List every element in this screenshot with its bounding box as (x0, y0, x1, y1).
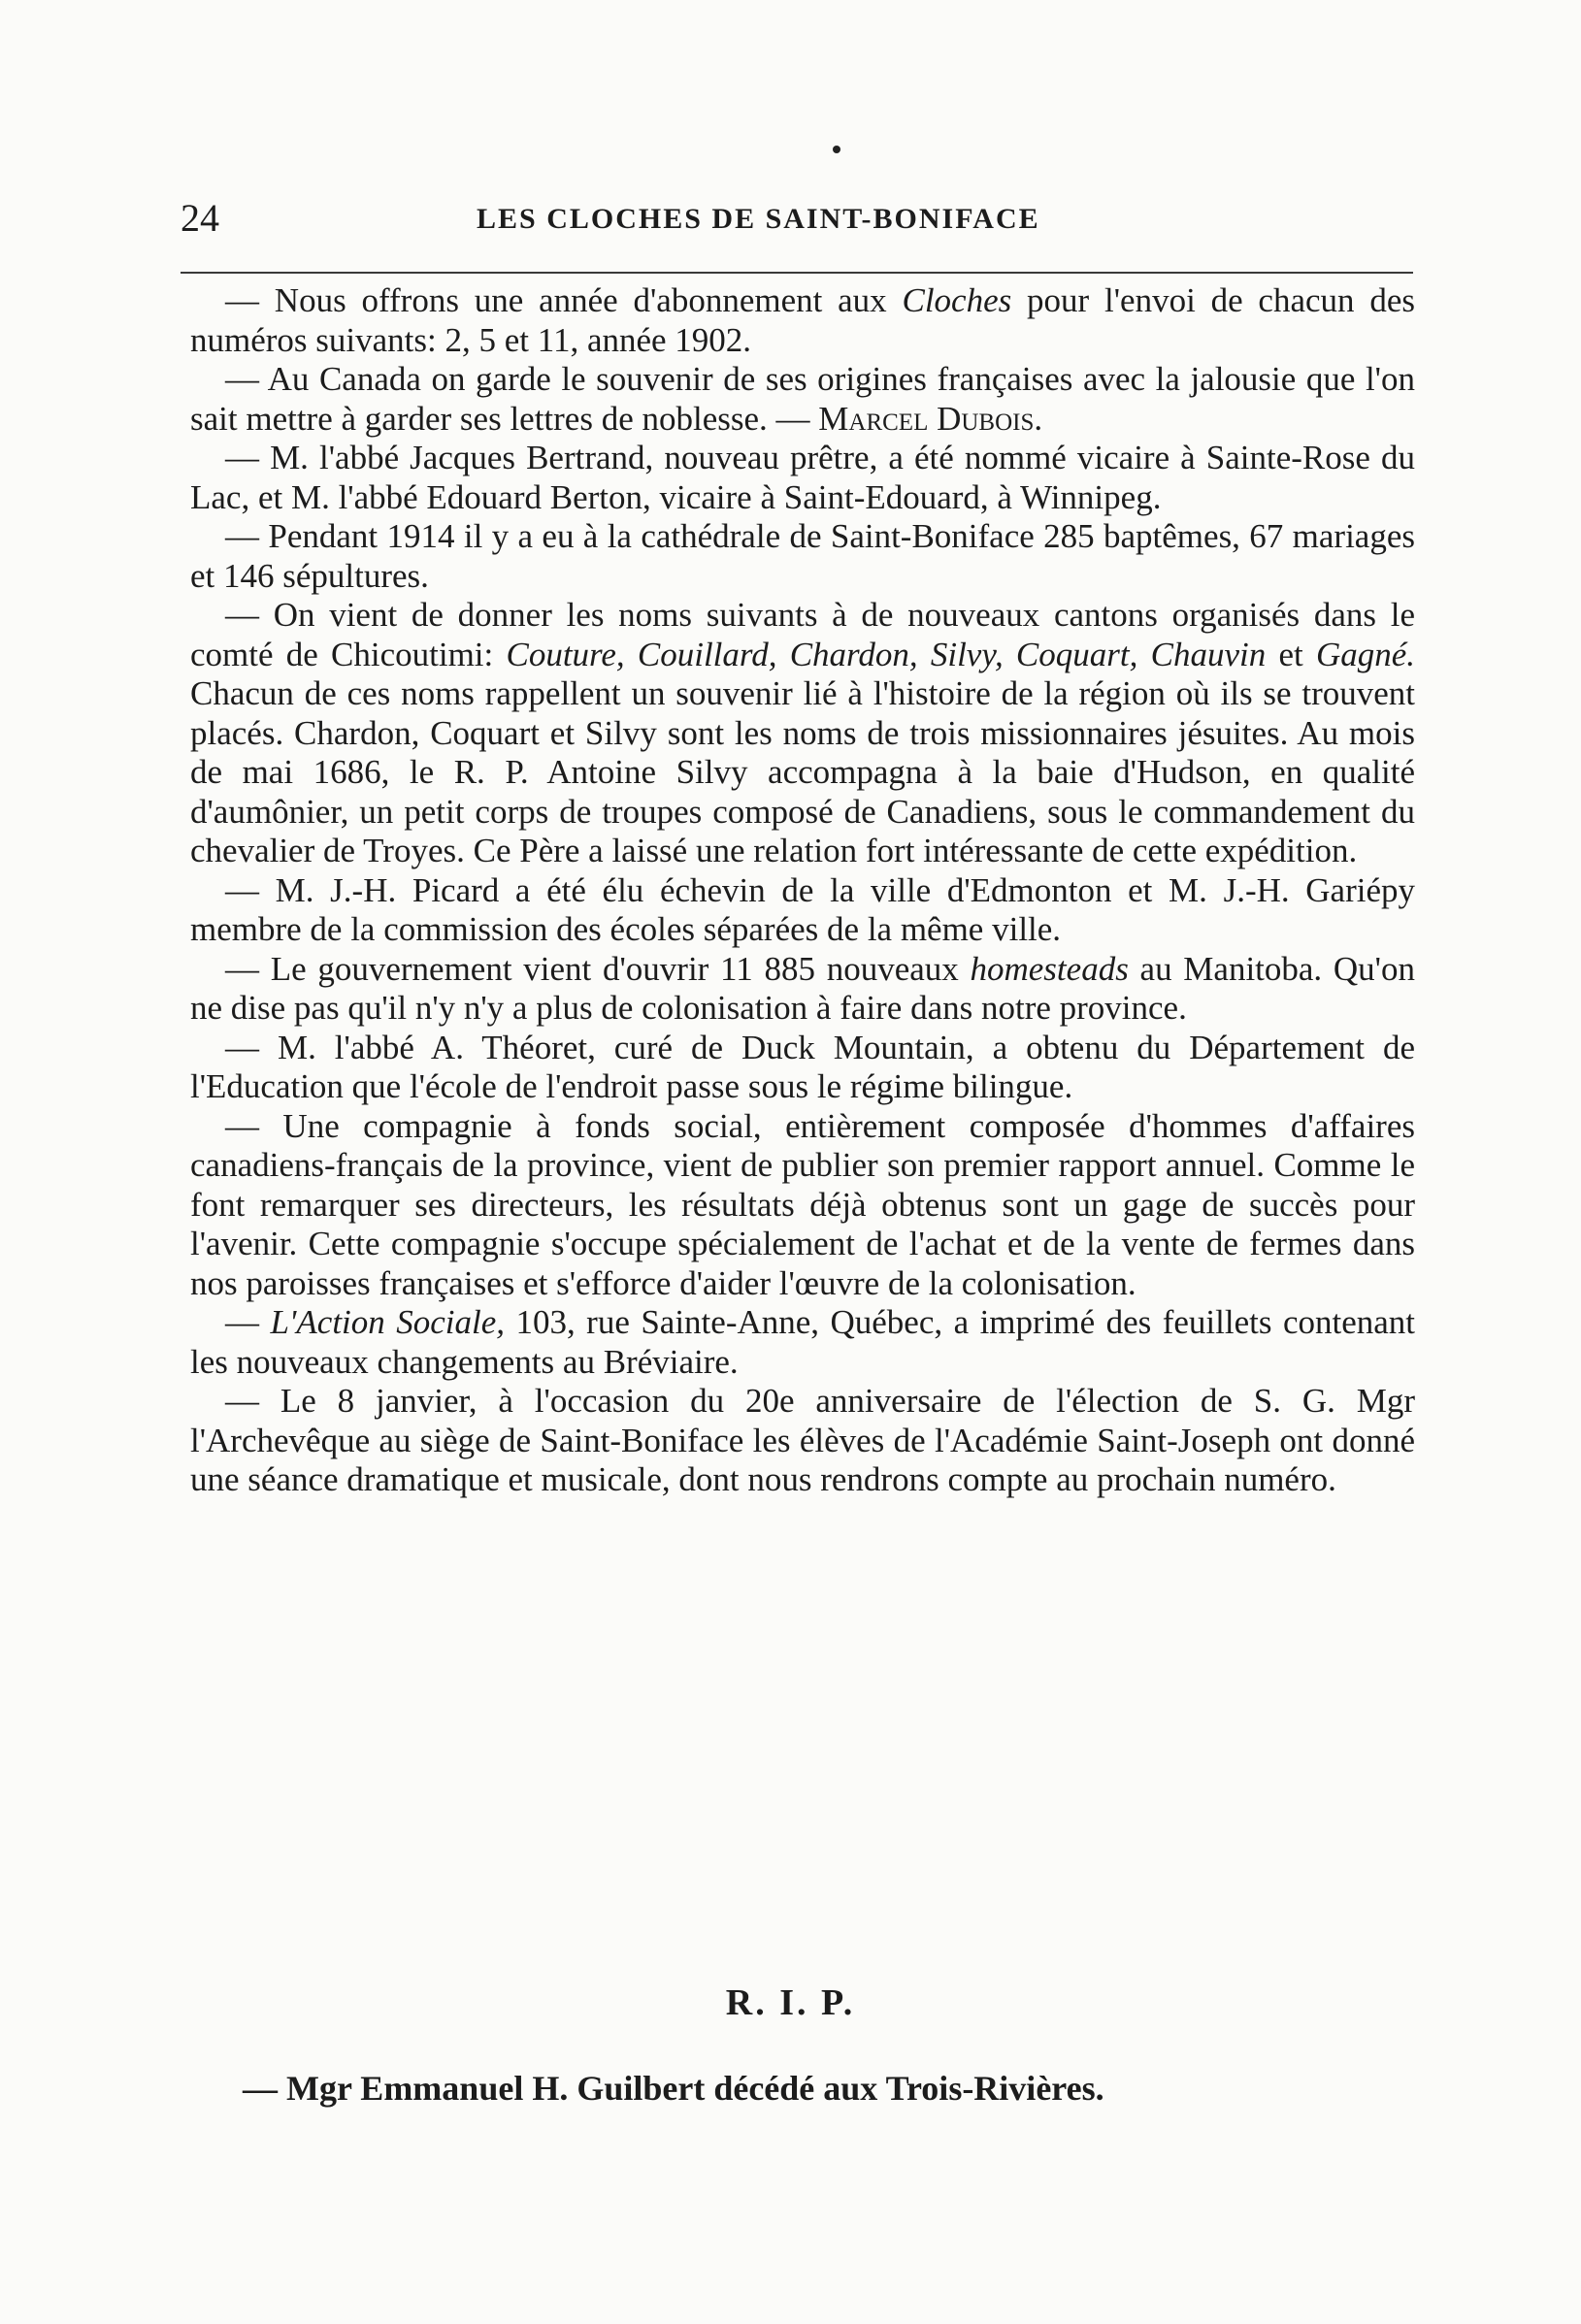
news-item-bilingual-school: — M. l'abbé A. Théoret, curé de Duck Mountain, a obtenu du Département de l'Education que l'école de l'endroit passe sous le régime bilingue. (190, 1028, 1415, 1105)
canton-names: Couture, Couillard, Chardon, Silvy, Coquart, Chauvin (506, 635, 1267, 673)
header-rule (181, 272, 1413, 274)
printer-dot (833, 146, 840, 153)
news-item-statistics: — Pendant 1914 il y a eu à la cathédrale de Saint-Boniface 285 baptêmes, 67 mariages et 146 sépultures. (190, 517, 1415, 595)
italic-publication: L'Action Sociale, (270, 1303, 506, 1341)
news-item-cantons: — On vient de donner les noms suivants à de nouveaux cantons organisés dans le comté de Chicoutimi: Couture, Couillard, Chardon, Silvy, Coquart, Chauvin et Gagné. Chacun de ces noms rappellent un souvenir lié à l'histoire de la région où ils se trouvent placés. Chardon, Coquart et Silvy sont les noms de trois missionnaires jésuites. Au mois de mai 1686, le R. P. Antoine Silvy accompagna à la baie d'Hudson, en qualité d'aumônier, un petit corps de troupes composé de Canadiens, sous le commandement du chevalier de Troyes. Ce Père a laissé une relation fort intéressante de cette expédition. (190, 596, 1416, 869)
page-number: 24 (181, 196, 219, 240)
news-item-quote: — Au Canada on garde le souvenir de ses origines françaises avec la jalousie que l'on sait mettre à garder ses lettres de noblesse. — Marcel Dubois. (190, 360, 1415, 438)
quote-author: Marcel Dubois. (818, 399, 1043, 438)
news-column (190, 281, 1415, 1500)
news-item-action-sociale: — L'Action Sociale, 103, rue Sainte-Anne, Québec, a imprimé des feuillets contenant les nouveaux changements au Bréviaire. (190, 1303, 1415, 1381)
italic-title: Cloches (902, 281, 1012, 319)
running-title: LES CLOCHES DE SAINT-BONIFACE (477, 203, 1040, 235)
obituary-line: — Mgr Emmanuel H. Guilbert décédé aux Trois-Rivières. (243, 2069, 1104, 2108)
news-item-company: — Une compagnie à fonds social, entièrement composée d'hommes d'affaires canadiens-français de la province, vient de publier son premier rapport annuel. Comme le font remarquer ses directeurs, les résultats déjà obtenus sont un gage de succès pour l'avenir. Cette compagnie s'occupe spécialement de l'achat et de la vente de fermes dans nos paroisses françaises et s'efforce d'aider l'œuvre de la colonisation. (190, 1106, 1415, 1302)
news-item-subscription: — Nous offrons une année d'abonnement aux Cloches pour l'envoi de chacun des numéros suivants: 2, 5 et 11, année 1902. (190, 281, 1415, 359)
rip-heading: R. I. P. (725, 1982, 856, 2023)
news-item-appointments: — M. l'abbé Jacques Bertrand, nouveau prêtre, a été nommé vicaire à Sainte-Rose du Lac, et M. l'abbé Edouard Berton, vicaire à Saint-Edouard, à Winnipeg. (190, 439, 1415, 516)
page-header (181, 194, 1423, 252)
news-item-edmonton: — M. J.-H. Picard a été élu échevin de la ville d'Edmonton et M. J.-H. Gariépy membre de la commission des écoles séparées de la même ville. (190, 870, 1415, 948)
news-item-anniversary: — Le 8 janvier, à l'occasion du 20e anniversaire de l'élection de S. G. Mgr l'Archevêque au siège de Saint-Boniface les élèves de l'Académie Saint-Joseph ont donné une séance dramatique et musicale, dont nous rendrons compte au prochain numéro. (190, 1382, 1415, 1498)
italic-homesteads: homesteads (970, 949, 1129, 988)
canton-name-last: Gagné. (1315, 635, 1416, 673)
news-item-homesteads: — Le gouvernement vient d'ouvrir 11 885 nouveaux homesteads au Manitoba. Qu'on ne dise pas qu'il n'y n'y a plus de colonisation à faire dans notre province. (190, 949, 1415, 1027)
